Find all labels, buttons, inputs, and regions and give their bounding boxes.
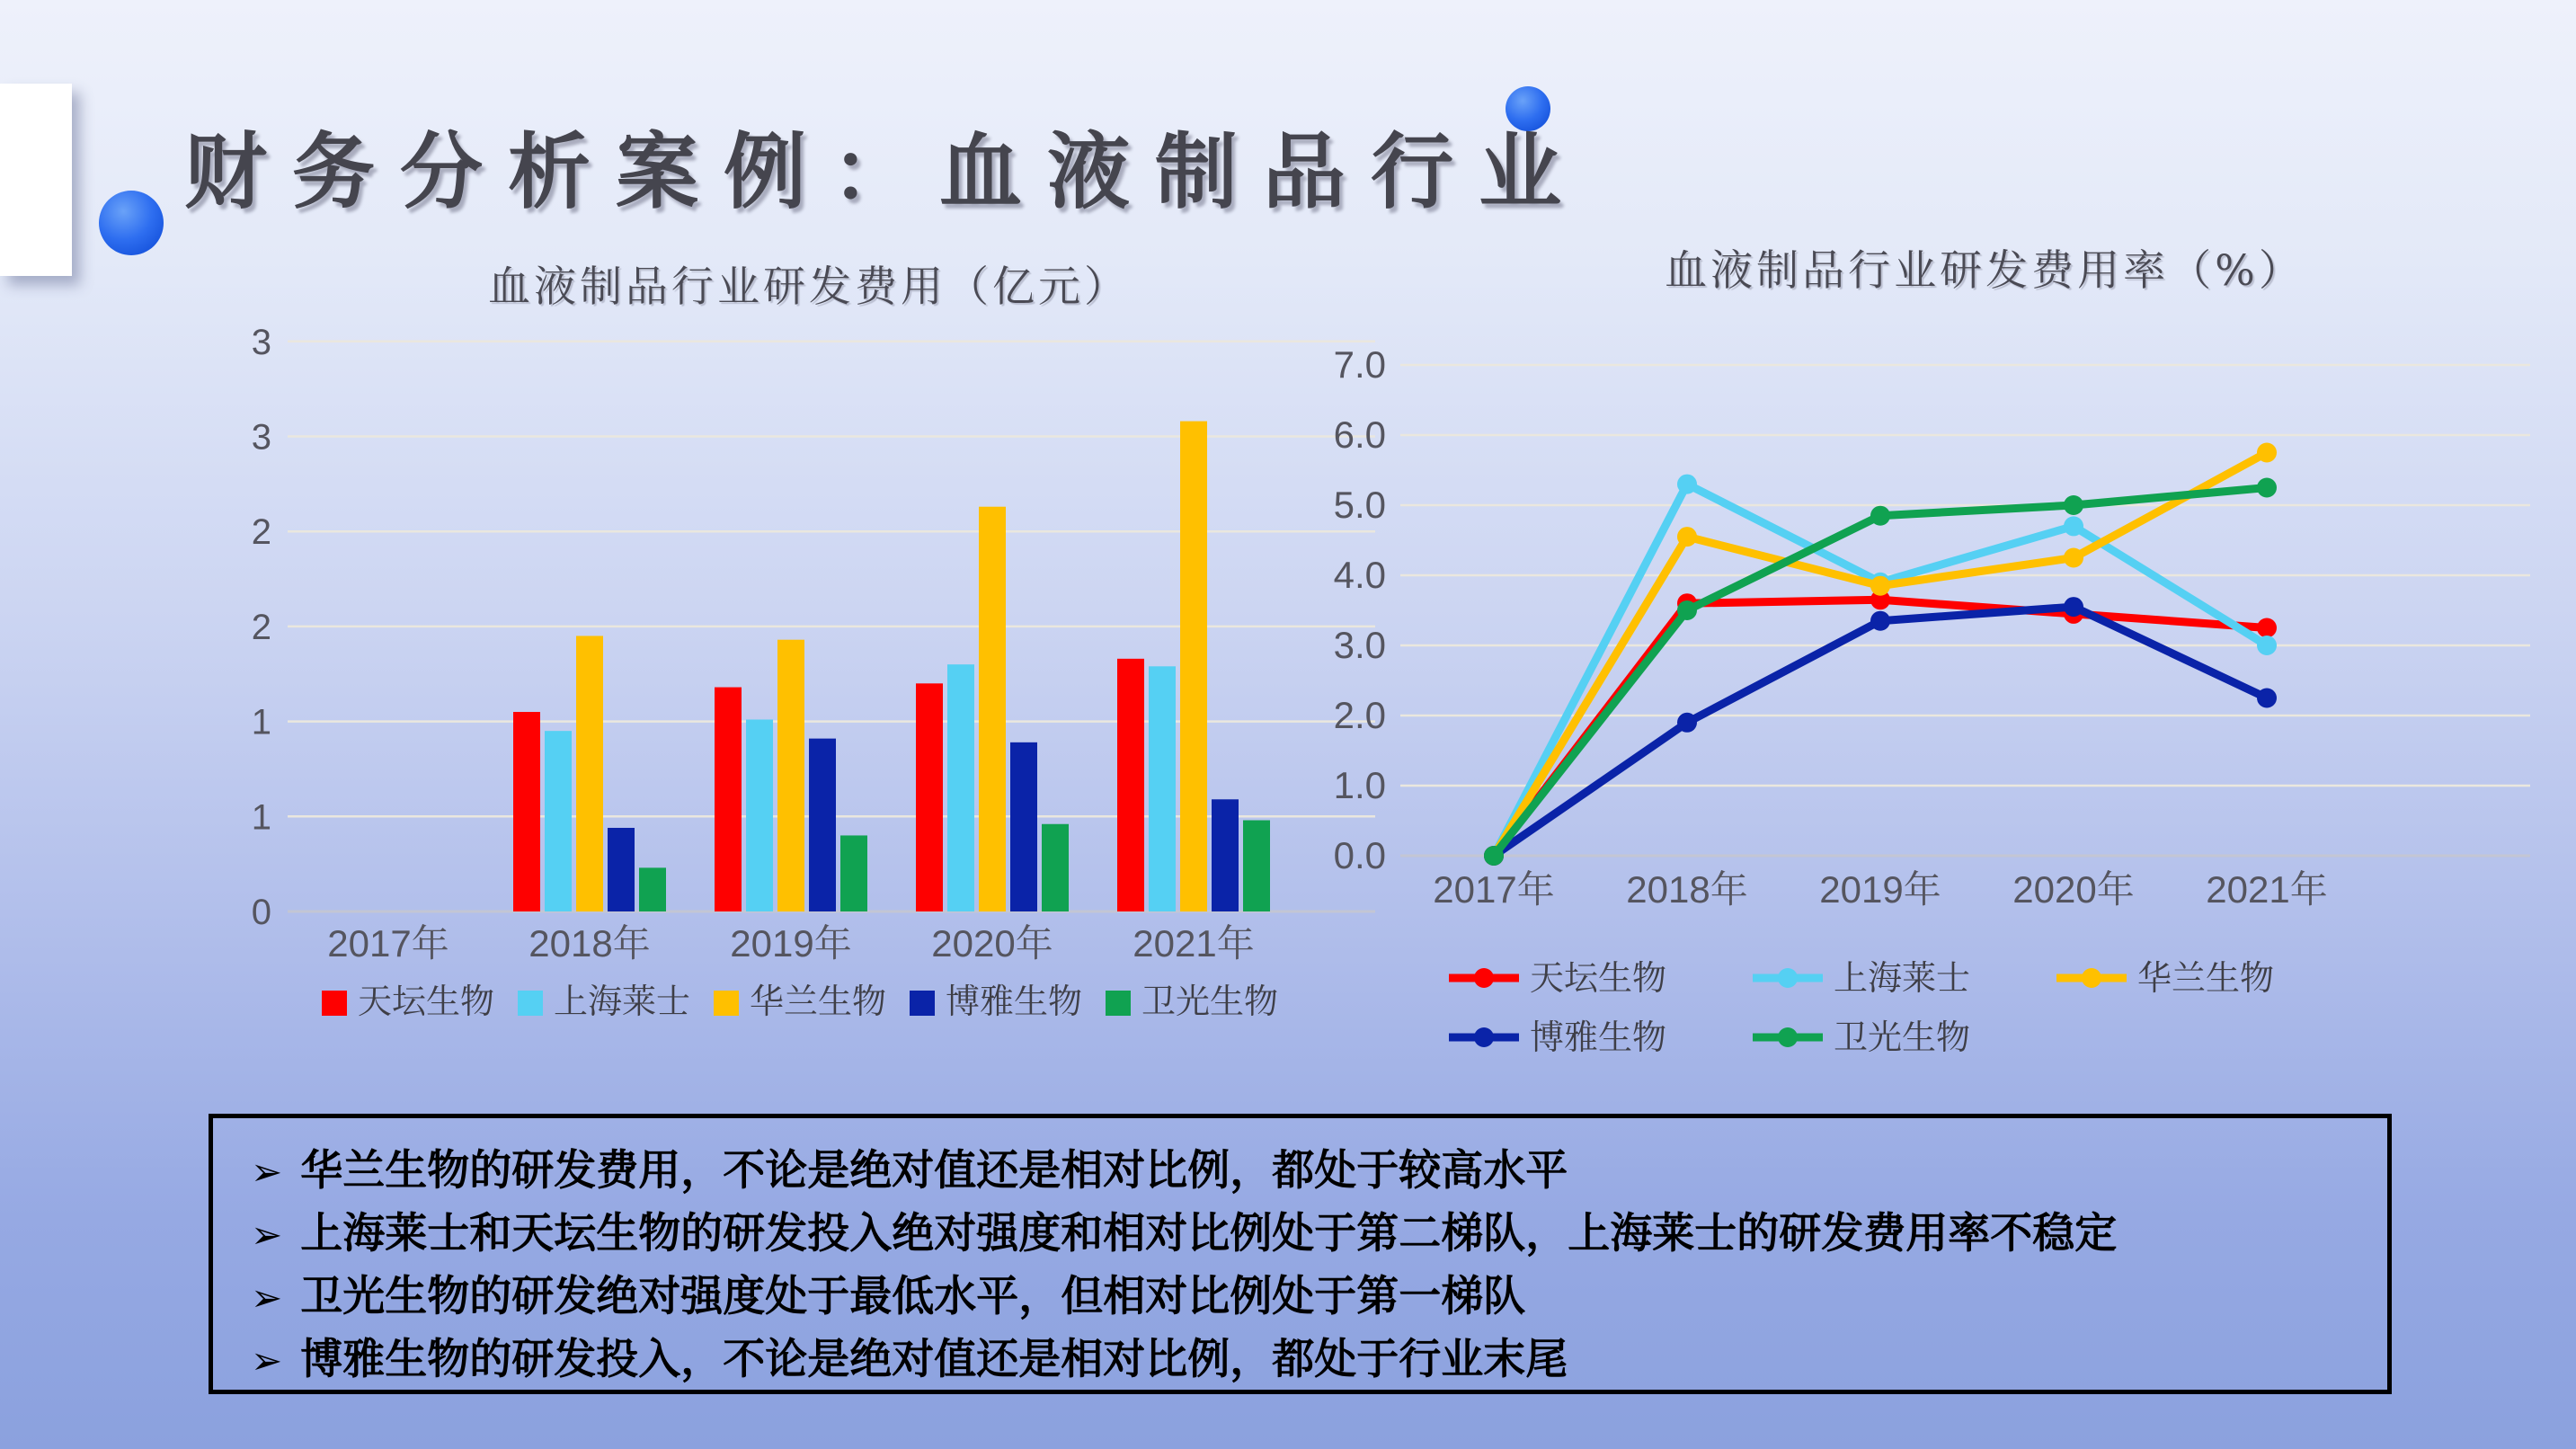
bar-天坛生物 [1117, 659, 1144, 911]
legend-label: 博雅生物 [946, 983, 1083, 1021]
x-axis-tick-label: 2018年 [1626, 868, 1748, 911]
deco-white-rectangle [0, 84, 72, 276]
bar-上海莱士 [947, 664, 974, 911]
line-chart-title: 血液制品行业研发费用率（%） [1665, 246, 2305, 296]
bar-上海莱士 [545, 731, 572, 911]
insight-text: 博雅生物的研发投入，不论是绝对值还是相对比例，都处于行业末尾 [300, 1335, 1568, 1384]
legend-swatch-上海莱士 [518, 991, 543, 1016]
line-chart-rd-ratio [1285, 236, 2576, 1080]
x-axis-tick-label: 2017年 [327, 922, 449, 965]
x-axis-tick-label: 2018年 [529, 922, 651, 965]
x-axis-tick-label: 2019年 [730, 922, 852, 965]
point-卫光生物 [2064, 495, 2083, 515]
point-卫光生物 [1870, 506, 1890, 526]
point-卫光生物 [2257, 478, 2277, 498]
point-华兰生物 [1677, 527, 1697, 547]
bar-博雅生物 [608, 828, 635, 911]
bar-卫光生物 [1042, 824, 1069, 911]
legend-label: 卫光生物 [1834, 1019, 1971, 1057]
bar-卫光生物 [840, 835, 867, 911]
legend-swatch-天坛生物 [322, 991, 347, 1016]
y-axis-tick-label: 7.0 [1333, 343, 1386, 386]
point-天坛生物 [2257, 618, 2277, 638]
point-卫光生物 [1484, 846, 1504, 866]
y-axis-tick-label: 3 [251, 324, 271, 362]
bar-chart-svg [207, 324, 1411, 1061]
insight-item [251, 1329, 2387, 1391]
point-华兰生物 [1870, 576, 1890, 596]
x-axis-tick-label: 2017年 [1433, 868, 1555, 911]
y-axis-tick-label: 0 [251, 893, 271, 932]
legend-label: 上海莱士 [1834, 960, 1971, 998]
bar-chart-rd-expense [207, 252, 1411, 1061]
arrow-bullet-icon: ➢ [251, 1213, 283, 1257]
legend-label: 卫光生物 [1141, 983, 1279, 1021]
legend-marker-dot [1474, 968, 1494, 988]
line-博雅生物 [1494, 607, 2267, 856]
insight-text: 上海莱士和天坛生物的研发投入绝对强度和相对比例处于第二梯队，上海莱士的研发费用率不稳定 [300, 1209, 2118, 1258]
bar-天坛生物 [715, 688, 742, 911]
y-axis-tick-label: 2.0 [1333, 694, 1386, 736]
y-axis-tick-label: 6.0 [1333, 413, 1386, 456]
y-axis-tick-label: 3.0 [1333, 624, 1386, 666]
point-卫光生物 [1677, 600, 1697, 620]
bar-chart-title: 血液制品行业研发费用（亿元） [488, 262, 1130, 312]
bar-华兰生物 [1180, 422, 1207, 911]
insight-item [251, 1266, 2387, 1329]
bar-上海莱士 [746, 719, 773, 911]
y-axis-tick-label: 2 [251, 607, 271, 647]
y-axis-tick-label: 1 [251, 702, 271, 742]
arrow-bullet-icon: ➢ [251, 1276, 283, 1320]
x-axis-tick-label: 2021年 [1133, 922, 1255, 965]
point-上海莱士 [2064, 516, 2083, 536]
legend-label: 博雅生物 [1530, 1019, 1667, 1057]
x-axis-tick-label: 2020年 [2012, 868, 2135, 911]
legend-label: 天坛生物 [358, 983, 495, 1021]
legend-marker-dot [1778, 968, 1798, 988]
bar-上海莱士 [1149, 666, 1176, 911]
point-博雅生物 [2257, 689, 2277, 708]
legend-label: 上海莱士 [554, 983, 691, 1021]
insight-text-box [209, 1114, 2392, 1394]
y-axis-tick-label: 3 [251, 417, 271, 458]
insight-text: 华兰生物的研发费用，不论是绝对值还是相对比例，都处于较高水平 [300, 1146, 1568, 1196]
x-axis-tick-label: 2019年 [1819, 868, 1941, 911]
point-博雅生物 [2064, 597, 2083, 617]
insight-item [251, 1140, 2387, 1203]
insight-item [251, 1203, 2387, 1266]
point-华兰生物 [2257, 443, 2277, 463]
legend-swatch-卫光生物 [1106, 991, 1131, 1016]
bar-卫光生物 [1243, 821, 1270, 911]
y-axis-tick-label: 0.0 [1333, 834, 1386, 876]
bar-博雅生物 [1010, 742, 1037, 911]
bar-华兰生物 [576, 636, 603, 911]
y-axis-tick-label: 4.0 [1333, 554, 1386, 596]
legend-marker-dot [2082, 968, 2101, 988]
legend-marker-dot [1778, 1027, 1798, 1047]
line-chart-svg [1285, 307, 2576, 1080]
y-axis-tick-label: 1.0 [1333, 764, 1386, 806]
point-上海莱士 [2257, 636, 2277, 655]
bar-天坛生物 [916, 683, 943, 911]
y-axis-tick-label: 1 [251, 797, 271, 838]
legend-swatch-华兰生物 [714, 991, 739, 1016]
legend-label: 华兰生物 [750, 983, 887, 1021]
legend-swatch-博雅生物 [910, 991, 935, 1016]
y-axis-tick-label: 2 [251, 512, 271, 553]
page-title: 财务分析案例：血液制品行业 [184, 123, 1587, 220]
legend-label: 华兰生物 [2137, 960, 2275, 998]
point-博雅生物 [1677, 713, 1697, 733]
legend-marker-dot [1474, 1027, 1494, 1047]
legend-label: 天坛生物 [1530, 960, 1667, 998]
bar-天坛生物 [513, 712, 540, 911]
arrow-bullet-icon: ➢ [251, 1150, 283, 1194]
bar-华兰生物 [979, 507, 1006, 911]
bar-卫光生物 [639, 867, 666, 911]
arrow-bullet-icon: ➢ [251, 1338, 283, 1382]
x-axis-tick-label: 2020年 [931, 922, 1053, 965]
point-华兰生物 [2064, 548, 2083, 568]
bar-博雅生物 [809, 739, 836, 911]
y-axis-tick-label: 5.0 [1333, 484, 1386, 526]
x-axis-tick-label: 2021年 [2206, 868, 2328, 911]
insight-text: 卫光生物的研发绝对强度处于最低水平，但相对比例处于第一梯队 [300, 1272, 1526, 1321]
deco-blue-circle-left [99, 191, 164, 255]
bar-华兰生物 [777, 640, 804, 911]
bar-博雅生物 [1212, 799, 1239, 911]
point-博雅生物 [1870, 611, 1890, 631]
point-上海莱士 [1677, 475, 1697, 494]
